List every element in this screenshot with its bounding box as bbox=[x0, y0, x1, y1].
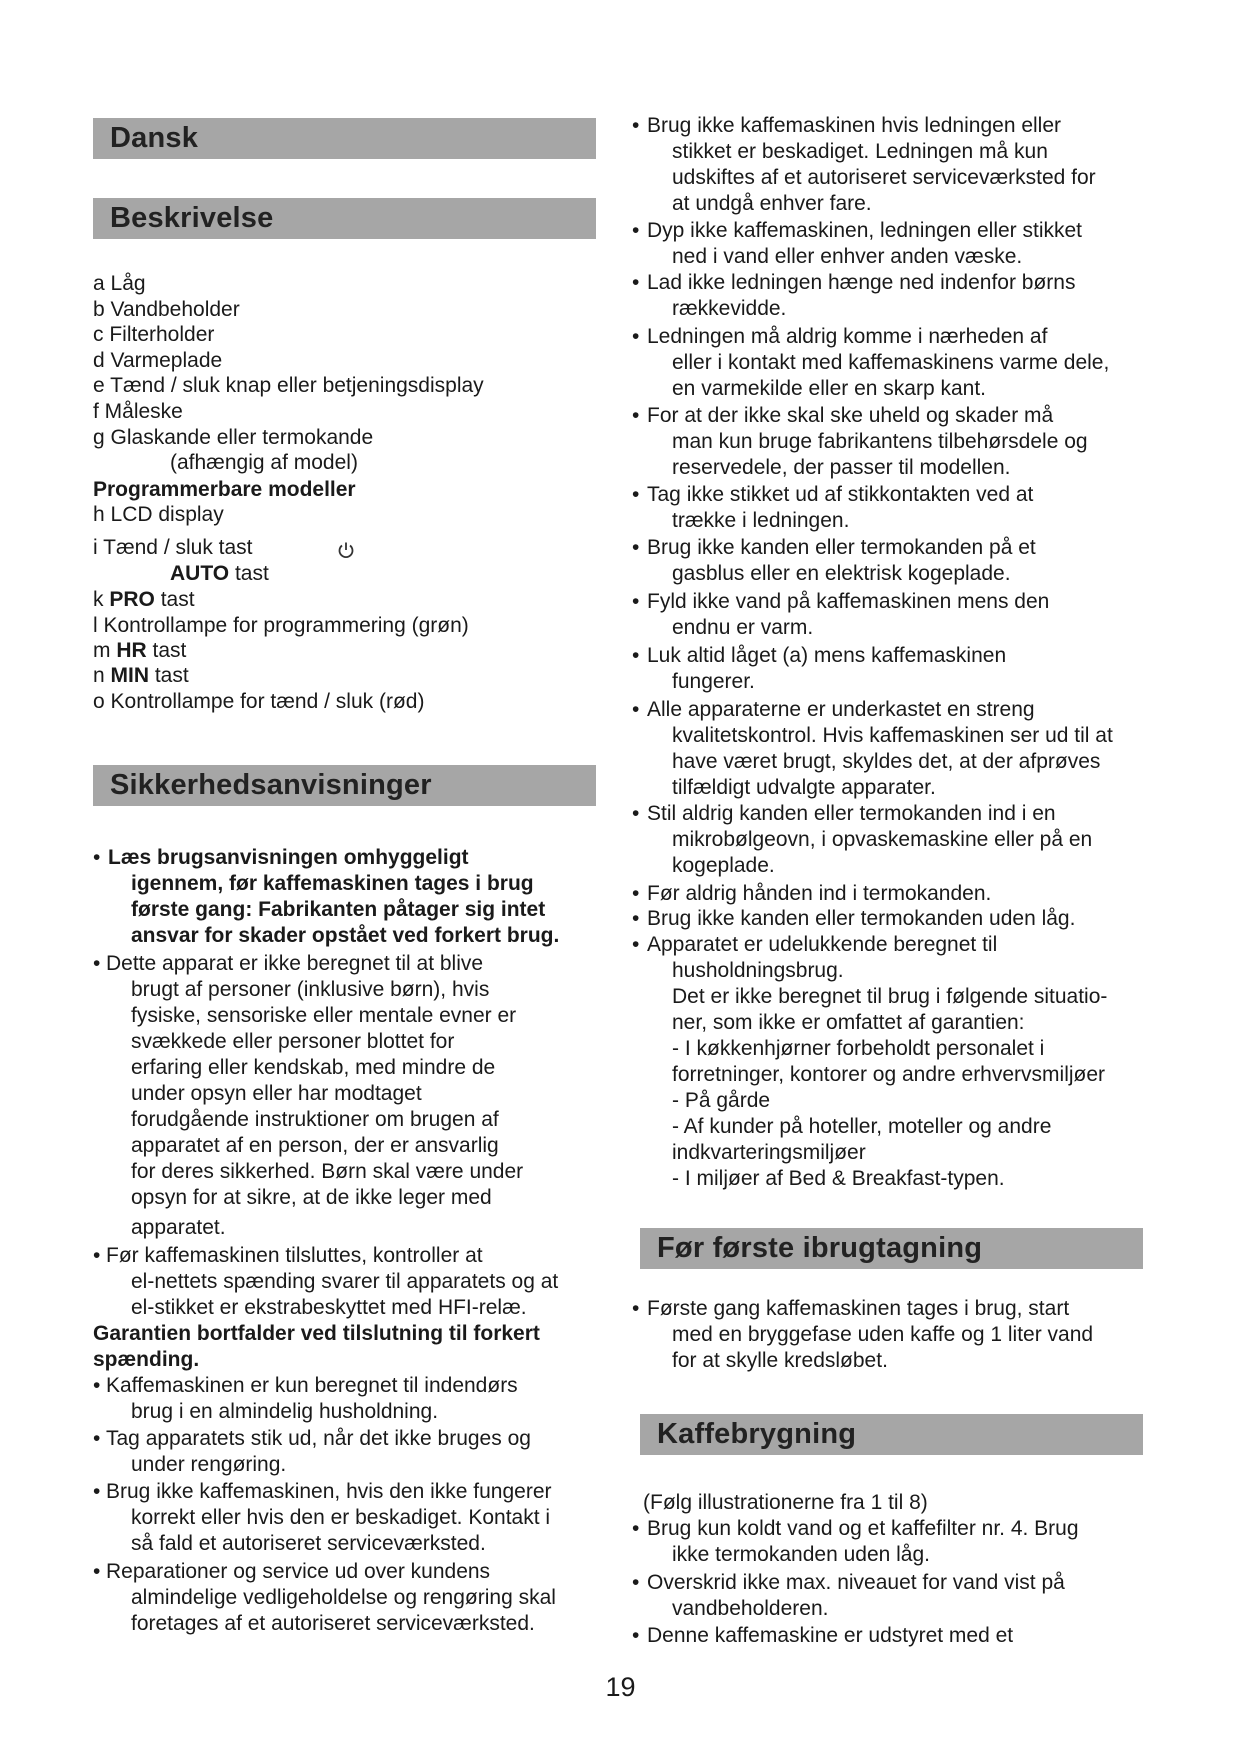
safety-item-r1-line: stikket er beskadiget. Ledningen må kun bbox=[672, 140, 1048, 163]
brewing-intro: (Følg illustrationerne fra 1 til 8) bbox=[643, 1491, 928, 1514]
brewing-item-3-line: Denne kaffemaskine er udstyret med et bbox=[647, 1624, 1014, 1647]
safety-item-r6-line: trække i ledningen. bbox=[672, 509, 850, 532]
part-o: o Kontrollampe for tænd / sluk (rød) bbox=[93, 690, 425, 713]
first-use-item-line: Første gang kaffemaskinen tages i brug, start bbox=[647, 1297, 1070, 1320]
safety-item-2-line: brugt af personer (inklusive børn), hvis bbox=[131, 978, 490, 1001]
safety-item-3-line: el-stikket er ekstrabeskyttet med HFI-relæ. bbox=[131, 1296, 527, 1319]
safety-item-r2-line: Dyp ikke kaffemaskinen, ledningen eller stikket bbox=[647, 219, 1083, 242]
bullet-marker: • bbox=[632, 325, 640, 348]
warranty-warning: spænding. bbox=[93, 1348, 200, 1371]
bullet-marker: • bbox=[93, 952, 101, 975]
safety-item-r14-line: ner, som ikke er omfattet af garantien: bbox=[672, 1011, 1025, 1034]
part-d: d Varmeplade bbox=[93, 349, 223, 372]
safety-item-r14-line: forretninger, kontorer og andre erhvervsmiljøer bbox=[672, 1063, 1106, 1086]
auto-key-label: AUTO bbox=[170, 562, 230, 585]
part-j bbox=[170, 561, 269, 587]
section-header-dansk: Dansk bbox=[93, 118, 596, 159]
bullet-marker: • bbox=[632, 907, 640, 930]
safety-item-2-line: fysiske, sensoriske eller mentale evner er bbox=[131, 1004, 517, 1027]
part-b: b Vandbeholder bbox=[93, 298, 240, 321]
safety-item-r5-line: For at der ikke skal ske uheld og skader må bbox=[647, 404, 1054, 427]
section-header-beskrivelse: Beskrivelse bbox=[93, 198, 596, 239]
bullet-marker: • bbox=[632, 536, 640, 559]
programmable-models-heading: Programmerbare modeller bbox=[93, 478, 356, 501]
safety-item-r14-line: Apparatet er udelukkende beregnet til bbox=[647, 933, 998, 956]
warranty-warning: Garantien bortfalder ved tilslutning til forkert bbox=[93, 1322, 540, 1345]
safety-item-r7-line: gasblus eller en elektrisk kogeplade. bbox=[672, 562, 1011, 585]
first-use-item-line: for at skylle kredsløbet. bbox=[672, 1349, 888, 1372]
part-k-letter: k bbox=[93, 588, 110, 611]
safety-item-4-line: Kaffemaskinen er kun beregnet til indendørs bbox=[106, 1374, 518, 1397]
safety-item-r12-line: Før aldrig hånden ind i termokanden. bbox=[647, 882, 992, 905]
safety-item-2-line: for deres sikkerhed. Børn skal være under bbox=[131, 1160, 524, 1183]
brewing-item-2-line: Overskrid ikke max. niveauet for vand vist på bbox=[647, 1571, 1065, 1594]
safety-item-2-line: apparatet af en person, der er ansvarlig bbox=[131, 1134, 499, 1157]
safety-item-r14-line: - I miljøer af Bed & Breakfast-typen. bbox=[672, 1167, 1005, 1190]
part-i: i Tænd / sluk tast bbox=[93, 536, 253, 559]
part-g: g Glaskande eller termokande bbox=[93, 426, 374, 449]
safety-item-r5-line: reservedele, der passer til modellen. bbox=[672, 456, 1011, 479]
safety-item-1-line: ansvar for skader opstået ved forkert brug. bbox=[131, 924, 560, 947]
bullet-marker: • bbox=[93, 1560, 101, 1583]
bullet-marker: • bbox=[93, 846, 101, 869]
bullet-marker: • bbox=[632, 882, 640, 905]
safety-item-6-line: korrekt eller hvis den er beskadiget. Kontakt i bbox=[131, 1506, 551, 1529]
bullet-marker: • bbox=[632, 114, 640, 137]
min-key-suffix: tast bbox=[149, 664, 189, 687]
safety-item-r14-line: - På gårde bbox=[672, 1089, 771, 1112]
safety-item-2-line: apparatet. bbox=[131, 1216, 226, 1239]
safety-item-6-line: Brug ikke kaffemaskinen, hvis den ikke fungerer bbox=[106, 1480, 552, 1503]
bullet-marker: • bbox=[632, 1517, 640, 1540]
safety-item-r14-line: husholdningsbrug. bbox=[672, 959, 844, 982]
hr-key-suffix: tast bbox=[146, 639, 187, 662]
first-use-item-line: med en bryggefase uden kaffe og 1 liter vand bbox=[672, 1323, 1094, 1346]
bullet-marker: • bbox=[632, 483, 640, 506]
safety-item-r1-line: at undgå enhver fare. bbox=[672, 192, 872, 215]
safety-item-r4-line: Ledningen må aldrig komme i nærheden af bbox=[647, 325, 1048, 348]
part-n-letter: n bbox=[93, 664, 111, 687]
part-l: l Kontrollampe for programmering (grøn) bbox=[93, 614, 469, 637]
auto-key-suffix: tast bbox=[229, 562, 269, 585]
bullet-marker: • bbox=[93, 1244, 101, 1267]
safety-item-r1-line: Brug ikke kaffemaskinen hvis ledningen eller bbox=[647, 114, 1062, 137]
power-icon bbox=[337, 541, 355, 559]
safety-item-r10-line: tilfældigt udvalgte apparater. bbox=[672, 776, 936, 799]
bullet-marker: • bbox=[632, 644, 640, 667]
safety-item-3-line: el-nettets spænding svarer til apparatets og at bbox=[131, 1270, 559, 1293]
safety-item-1-line: Læs brugsanvisningen omhyggeligt bbox=[108, 846, 469, 869]
part-m bbox=[93, 638, 186, 664]
part-f: f Måleske bbox=[93, 400, 183, 423]
safety-item-2-line: opsyn for at sikre, at de ikke leger med bbox=[131, 1186, 492, 1209]
safety-item-r1-line: udskiftes af et autoriseret serviceværksted for bbox=[672, 166, 1096, 189]
brewing-item-1-line: Brug kun koldt vand og et kaffefilter nr. 4. Brug bbox=[647, 1517, 1079, 1540]
safety-item-7-line: almindelige vedligeholdelse og rengøring skal bbox=[131, 1586, 556, 1609]
safety-item-r4-line: eller i kontakt med kaffemaskinens varme dele, bbox=[672, 351, 1110, 374]
page-number: 19 bbox=[605, 1672, 636, 1702]
safety-item-2-line: forudgående instruktioner om brugen af bbox=[131, 1108, 499, 1131]
bullet-marker: • bbox=[632, 219, 640, 242]
bullet-marker: • bbox=[632, 933, 640, 956]
safety-item-7-line: foretages af et autoriseret serviceværksted. bbox=[131, 1612, 535, 1635]
part-m-letter: m bbox=[93, 639, 117, 662]
safety-item-r9-line: fungerer. bbox=[672, 670, 755, 693]
safety-item-r14-line: - I køkkenhjørner forbeholdt personalet i bbox=[672, 1037, 1045, 1060]
safety-item-2-line: svækkede eller personer blottet for bbox=[131, 1030, 455, 1053]
safety-item-r14-line: Det er ikke beregnet til brug i følgende situatio- bbox=[672, 985, 1108, 1008]
part-e: e Tænd / sluk knap eller betjeningsdisplay bbox=[93, 374, 484, 397]
safety-item-r5-line: man kun bruge fabrikantens tilbehørsdele og bbox=[672, 430, 1088, 453]
bullet-marker: • bbox=[632, 271, 640, 294]
safety-item-r11-line: mikrobølgeovn, i opvaskemaskine eller på en bbox=[672, 828, 1093, 851]
safety-item-r6-line: Tag ikke stikket ud af stikkontakten ved at bbox=[647, 483, 1034, 506]
safety-item-5-line: Tag apparatets stik ud, når det ikke bruges og bbox=[106, 1427, 531, 1450]
safety-item-r10-line: have været brugt, skyldes det, at der afprøves bbox=[672, 750, 1101, 773]
safety-item-2-line: under opsyn eller har modtaget bbox=[131, 1082, 422, 1105]
safety-item-1-line: igennem, før kaffemaskinen tages i brug bbox=[131, 872, 534, 895]
bullet-marker: • bbox=[632, 1297, 640, 1320]
part-k bbox=[93, 587, 195, 613]
bullet-marker: • bbox=[632, 404, 640, 427]
part-g-note: (afhængig af model) bbox=[170, 451, 358, 474]
bullet-marker: • bbox=[632, 1571, 640, 1594]
bullet-marker: • bbox=[632, 1624, 640, 1647]
part-n bbox=[93, 663, 189, 689]
safety-item-4-line: brug i en almindelig husholdning. bbox=[131, 1400, 439, 1423]
brewing-item-2-line: vandbeholderen. bbox=[672, 1597, 829, 1620]
safety-item-r9-line: Luk altid låget (a) mens kaffemaskinen bbox=[647, 644, 1007, 667]
min-key-label: MIN bbox=[110, 664, 150, 687]
pro-key-suffix: tast bbox=[154, 588, 195, 611]
safety-item-1-line: første gang: Fabrikanten påtager sig intet bbox=[131, 898, 546, 921]
safety-item-r10-line: kvalitetskontrol. Hvis kaffemaskinen ser ud til at bbox=[672, 724, 1113, 747]
safety-item-r14-line: - Af kunder på hoteller, moteller og andre bbox=[672, 1115, 1052, 1138]
pro-key-label: PRO bbox=[109, 588, 155, 611]
safety-item-r3-line: Lad ikke ledningen hænge ned indenfor børns bbox=[647, 271, 1076, 294]
section-header-sikkerhed: Sikkerhedsanvisninger bbox=[93, 765, 596, 806]
safety-item-r14-line: indkvarteringsmiljøer bbox=[672, 1141, 866, 1164]
safety-item-r11-line: Stil aldrig kanden eller termokanden ind i en bbox=[647, 802, 1056, 825]
safety-item-2-line: erfaring eller kendskab, med mindre de bbox=[131, 1056, 496, 1079]
safety-item-r10-line: Alle apparaterne er underkastet en streng bbox=[647, 698, 1035, 721]
safety-item-r7-line: Brug ikke kanden eller termokanden på et bbox=[647, 536, 1036, 559]
bullet-marker: • bbox=[93, 1480, 101, 1503]
safety-item-r8-line: Fyld ikke vand på kaffemaskinen mens den bbox=[647, 590, 1050, 613]
safety-item-7-line: Reparationer og service ud over kundens bbox=[106, 1560, 491, 1583]
safety-item-r13-line: Brug ikke kanden eller termokanden uden låg. bbox=[647, 907, 1076, 930]
safety-item-2-line: Dette apparat er ikke beregnet til at blive bbox=[106, 952, 484, 975]
brewing-item-1-line: ikke termokanden uden låg. bbox=[672, 1543, 930, 1566]
safety-item-r2-line: ned i vand eller enhver anden væske. bbox=[672, 245, 1023, 268]
bullet-marker: • bbox=[93, 1427, 101, 1450]
safety-item-r3-line: rækkevidde. bbox=[672, 297, 787, 320]
bullet-marker: • bbox=[93, 1374, 101, 1397]
part-a: a Låg bbox=[93, 272, 146, 295]
safety-item-r11-line: kogeplade. bbox=[672, 854, 775, 877]
safety-item-5-line: under rengøring. bbox=[131, 1453, 287, 1476]
bullet-marker: • bbox=[632, 698, 640, 721]
safety-item-6-line: så fald et autoriseret serviceværksted. bbox=[131, 1532, 486, 1555]
safety-item-3-line: Før kaffemaskinen tilsluttes, kontroller at bbox=[106, 1244, 483, 1267]
bullet-marker: • bbox=[632, 590, 640, 613]
part-h: h LCD display bbox=[93, 503, 224, 526]
part-c: c Filterholder bbox=[93, 323, 215, 346]
section-header-foer-foerste: Før første ibrugtagning bbox=[640, 1228, 1143, 1269]
hr-key-label: HR bbox=[116, 639, 147, 662]
safety-item-r8-line: endnu er varm. bbox=[672, 616, 814, 639]
safety-item-r4-line: en varmekilde eller en skarp kant. bbox=[672, 377, 986, 400]
bullet-marker: • bbox=[632, 802, 640, 825]
section-header-kaffebrygning: Kaffebrygning bbox=[640, 1414, 1143, 1455]
